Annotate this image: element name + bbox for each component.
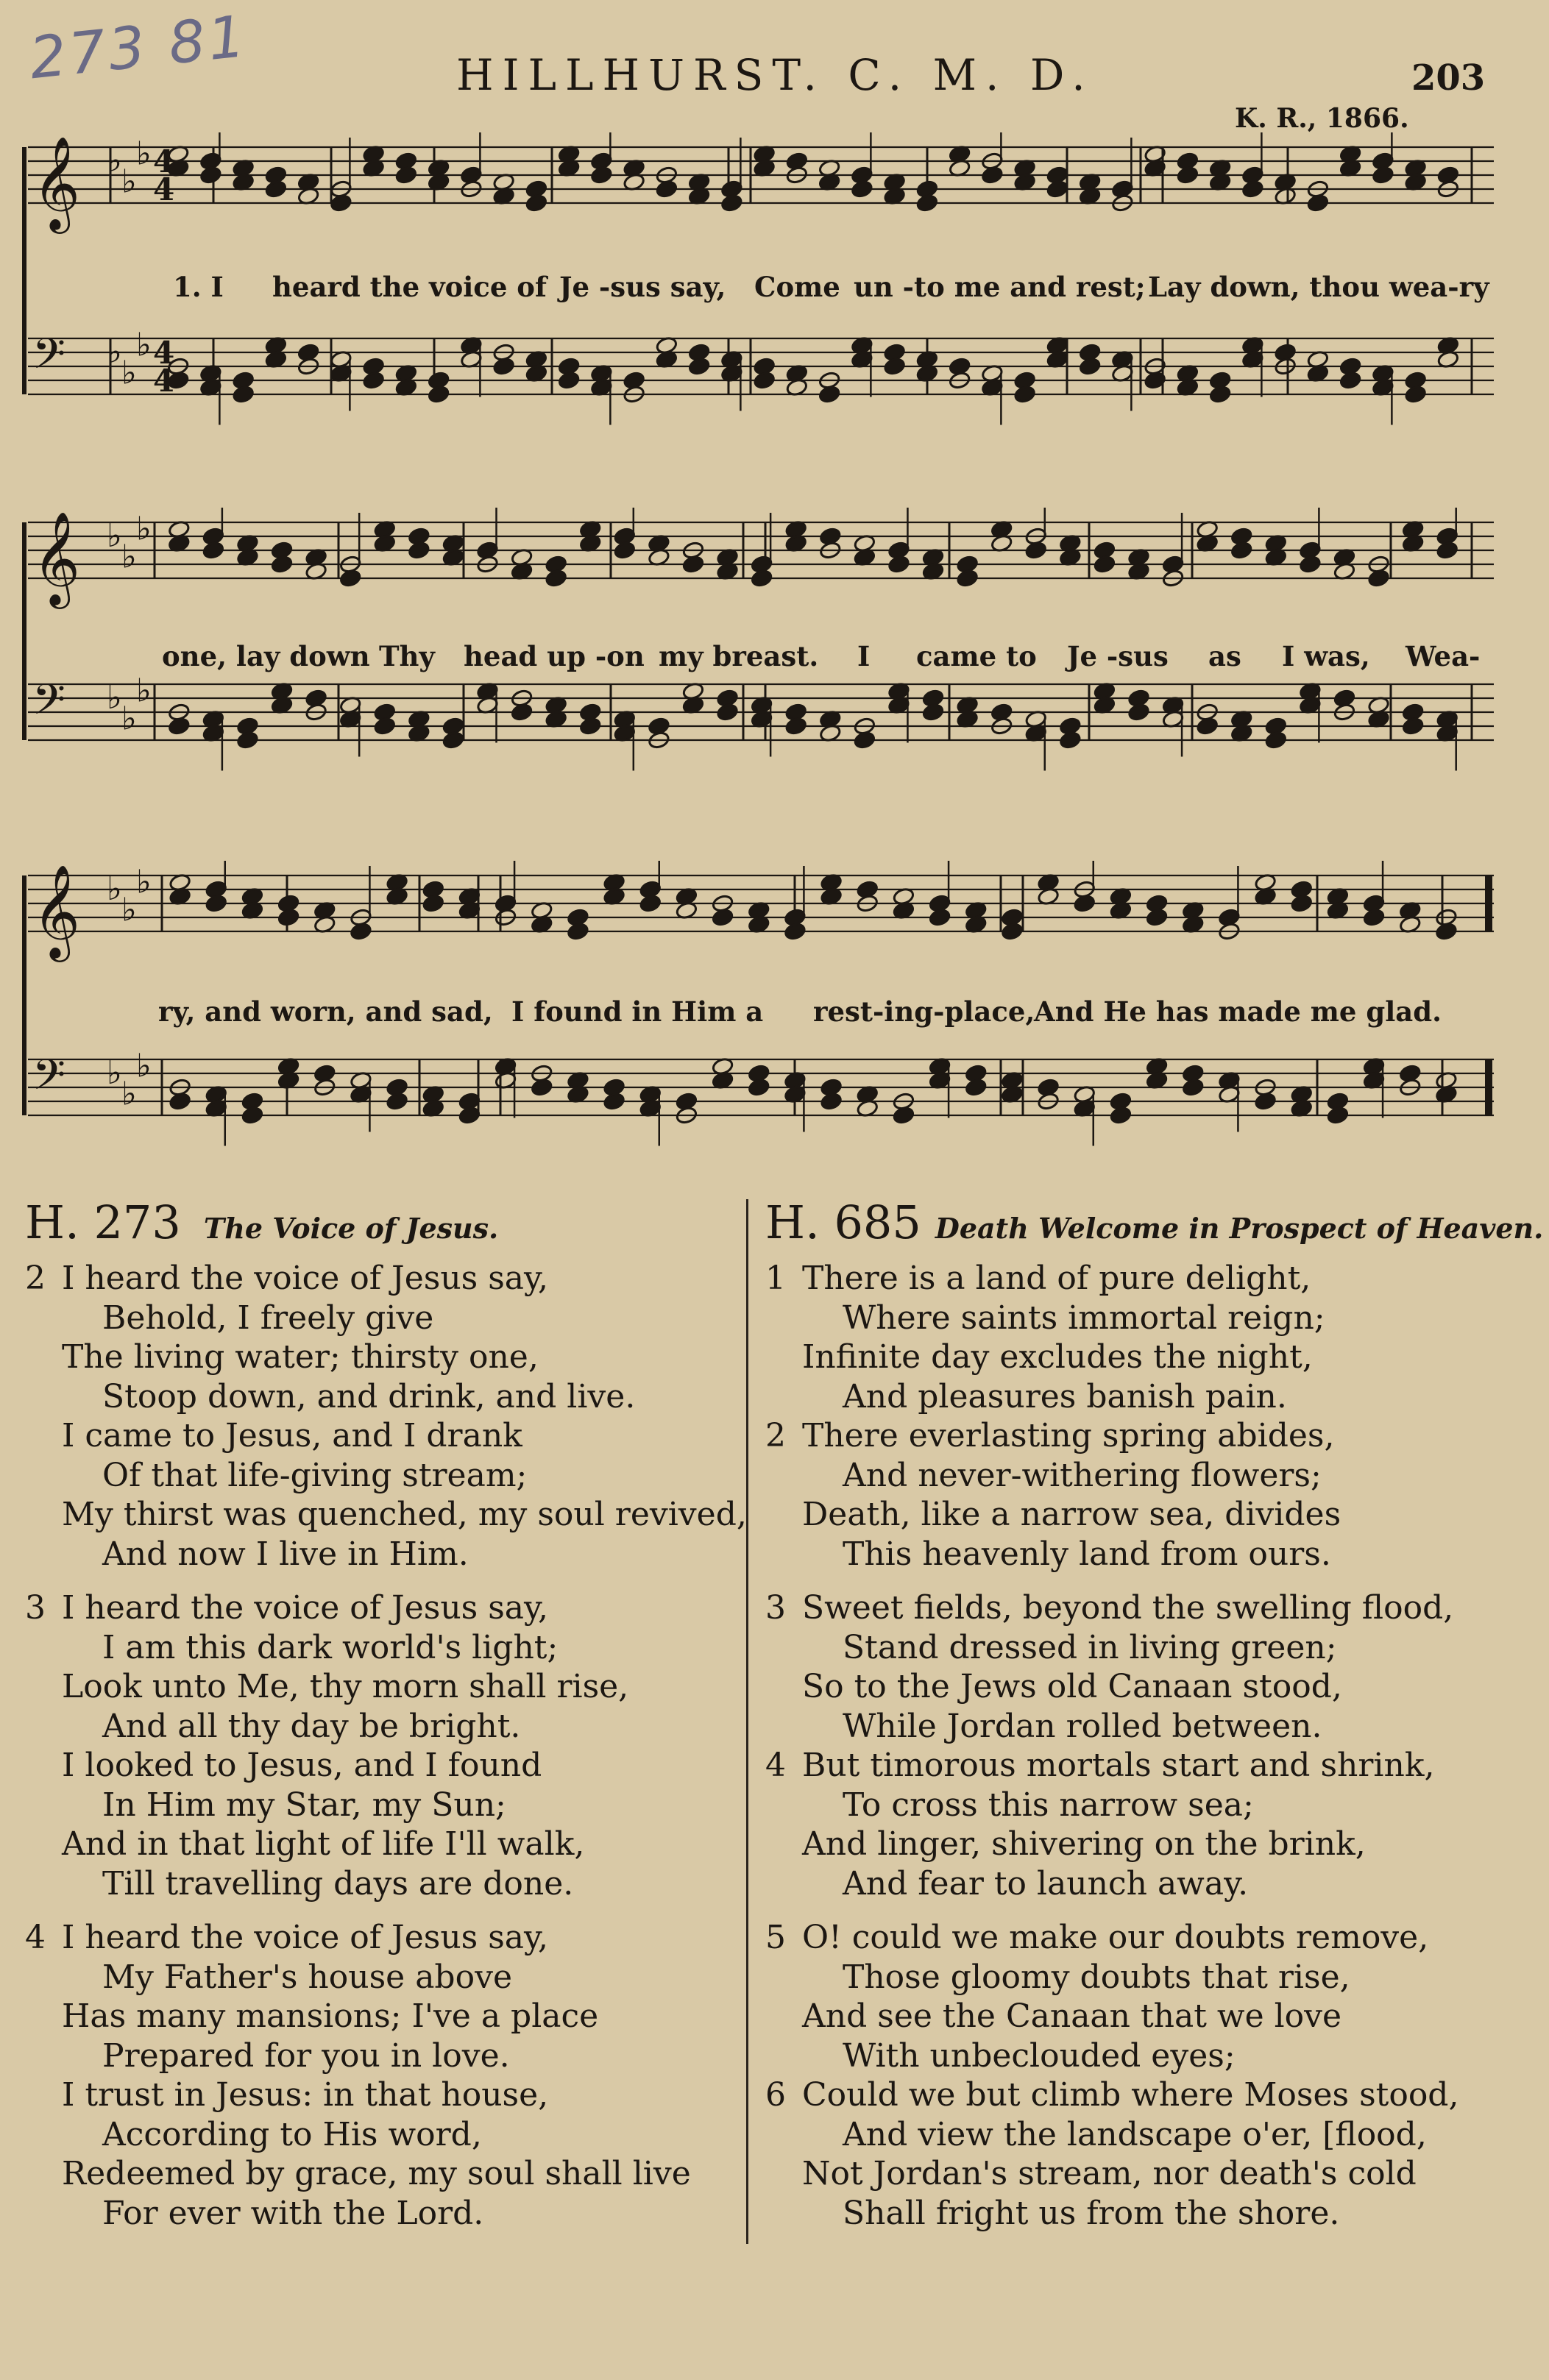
flat-icon: ♭ [107,142,122,180]
notehead [753,371,776,390]
lyric: head up -on [464,640,645,672]
verse-line [25,1667,742,1707]
notehead [199,166,222,185]
flat-icon: ♭ [121,538,137,576]
final-bar-line [1485,1059,1492,1115]
notehead [1196,717,1219,736]
notehead [169,1092,191,1111]
verse-number: 5 [765,1919,786,1956]
verse-line [25,1588,742,1628]
notehead [656,180,678,199]
verse-text: And fear to launch away. [843,1864,1249,1903]
notehead [525,193,548,213]
verse-line [765,2115,1531,2155]
hymn-number: H. 685 [765,1196,921,1249]
notehead [350,922,372,941]
notehead [1402,717,1425,736]
notehead [682,555,705,574]
verse-text: My Father's house above [102,1958,512,1996]
notehead [271,555,294,574]
stanza [765,1588,1531,1746]
lyric: Je -sus [1067,640,1169,672]
verse-text: I came to Jesus, and I drank [62,1417,522,1454]
verse-line [765,2154,1531,2194]
treble-clef-icon: 𝄞 [32,511,81,605]
verse-text: To cross this narrow sea; [843,1786,1254,1824]
treble-clef-icon: 𝄞 [32,864,81,958]
stanza [765,2075,1531,2233]
notehead [1367,569,1390,588]
notehead [1110,1106,1132,1125]
bass-clef-icon: 𝄢 [32,1050,66,1110]
hymn-number: H. 273 [25,1196,181,1249]
notehead [1436,541,1458,560]
notehead [1013,385,1036,404]
verse-text: And see the Canaan that we love [802,1997,1342,2035]
verse-text: Of that life-giving stream; [102,1456,528,1494]
verse-line [765,2194,1531,2234]
notehead [1073,894,1096,913]
notehead [590,166,613,185]
verse-text: Stoop down, and drink, and live. [102,1377,636,1415]
verse-text: Till travelling days are done. [102,1864,574,1903]
verse-text: Not Jordan's stream, nor death's cold [802,2155,1417,2192]
lyric: I was, [1282,640,1370,672]
lyric: Thy [379,640,435,672]
verse-line [765,1667,1531,1707]
notehead [720,193,743,213]
notehead [1435,922,1458,941]
verse-line [25,1456,742,1496]
notehead [639,894,662,913]
flat-icon: ♭ [121,163,137,201]
notehead [1307,193,1330,213]
verse-number: 4 [765,1747,786,1784]
notehead [784,922,807,941]
notehead [1209,385,1232,404]
stanza [25,1259,747,1574]
verse-text: And linger, shivering on the brink, [802,1825,1366,1863]
verse-number: 3 [765,1589,786,1627]
verse-text: In Him my Star, my Sun; [102,1786,506,1824]
verse-text: Redeemed by grace, my soul shall live [62,2155,691,2192]
verse-text: Shall fright us from the shore. [843,2194,1340,2232]
verse-line [765,1918,1531,1958]
notehead [1265,731,1288,750]
flat-icon: ♭ [136,510,152,548]
verse-text: Death, like a narrow sea, divides [802,1496,1341,1533]
system-bracket [22,147,26,394]
verse-text: And in that light of life I'll walk, [62,1825,585,1863]
notehead [883,357,906,376]
flat-icon: ♭ [136,672,152,710]
stanza [765,1259,1531,1416]
notehead [688,357,711,376]
notehead [386,1092,408,1111]
verse-line [25,2194,742,2234]
verse-text: I heard the voice of Jesus say, [62,1919,549,1956]
notehead [1024,541,1047,560]
verse-line [25,1259,742,1299]
verse-line [25,1377,742,1417]
verse-line [25,1416,742,1456]
verse-line [765,1707,1531,1747]
flat-icon: ♭ [136,863,152,901]
verse-text: This heavenly land from ours. [843,1535,1331,1573]
verse-line [25,1786,742,1825]
notehead [422,894,444,913]
time-signature: 4 [153,171,175,207]
verse-text: Look unto Me, thy morn shall rise, [62,1668,629,1705]
verse-text: There is a land of pure delight, [802,1260,1311,1297]
verse-number: 3 [25,1589,46,1627]
bass-clef-icon: 𝄢 [32,329,66,389]
system-bracket [22,875,26,1115]
verse-line [25,2115,742,2155]
flat-icon: ♭ [107,517,122,555]
lyric: as [1208,640,1241,672]
lyric: And He has made me glad. [1034,995,1442,1028]
verse-number: 2 [765,1417,786,1454]
hymn-title: The Voice of Jesus. [203,1212,499,1245]
notehead [1146,908,1169,927]
verse-line [765,1588,1531,1628]
verse-text: And now I live in Him. [102,1535,469,1573]
verse-text: So to the Jews old Canaan stood, [802,1668,1342,1705]
verse-line [765,1535,1531,1574]
notehead [373,717,396,736]
verse-text: The living water; thirsty one, [62,1338,539,1376]
notehead [1339,371,1362,390]
notehead [1177,166,1199,185]
notehead [1254,1092,1277,1111]
notehead [965,1078,988,1097]
verse-number: 1 [765,1260,786,1297]
stanza [25,1918,742,2233]
notehead [545,569,567,588]
notehead [531,1078,553,1097]
system-bracket [22,522,26,740]
verse-line [765,2036,1531,2076]
verse-text: Prepared for you in love. [102,2036,510,2075]
notehead [887,555,910,574]
verse-line [25,1918,742,1958]
flat-icon: ♭ [136,326,152,364]
notehead [1290,894,1313,913]
flat-icon: ♭ [107,679,122,717]
verse-text: My thirst was quenched, my soul revived, [62,1496,747,1533]
verse-text: According to His word, [102,2115,482,2153]
notehead [1327,1106,1350,1125]
verse-text: I am this dark world's light; [102,1628,559,1666]
notehead [1299,555,1322,574]
lyric: Lay down, thou wea-ry [1148,271,1489,303]
verse-text: I heard the voice of Jesus say, [62,1260,549,1297]
verse-line [25,1535,742,1574]
verse-text: I looked to Jesus, and I found [62,1747,542,1784]
notehead [558,371,581,390]
verse-text: Sweet fields, beyond the swelling flood, [802,1589,1454,1627]
flat-icon: ♭ [121,354,137,392]
notehead [818,385,841,404]
notehead [751,569,773,588]
flat-icon: ♭ [136,1047,152,1085]
notehead [236,731,259,750]
verse-line [765,1456,1531,1496]
verse-number: 6 [765,2076,786,2114]
stanza [765,1918,1531,2075]
bass-clef-icon: 𝄢 [32,675,66,735]
verse-text: Those gloomy doubts that rise, [843,1958,1350,1996]
handwritten-annotation: 273 81 [26,3,251,93]
verse-text: With unbeclouded eyes; [843,2036,1236,2075]
notehead [1404,385,1427,404]
stanza [25,1588,742,1903]
notehead [1001,922,1024,941]
music-system-1 [22,132,1494,463]
verse-number: 2 [25,1260,46,1297]
lyric: I [857,640,871,672]
notehead [929,908,951,927]
notehead [1046,180,1069,199]
verse-line [765,1299,1531,1338]
music-system-2 [22,508,1494,831]
flat-icon: ♭ [107,333,122,371]
lyric: I found in Him a [511,995,764,1028]
notehead [1230,541,1253,560]
notehead [1079,357,1102,376]
verse-text: There everlasting spring abides, [802,1417,1335,1454]
flat-icon: ♭ [136,135,152,173]
notehead [339,569,362,588]
hymn-685 [765,1196,1544,2233]
notation [22,508,1494,771]
lyric: my breast. [659,640,819,672]
notehead [1182,1078,1205,1097]
notehead [408,541,430,560]
flat-icon: ♭ [121,700,137,738]
lyric: rest-ing-place, [813,995,1035,1028]
stanza [765,1416,1531,1574]
verse-text: Stand dressed in living green; [843,1628,1337,1666]
time-signature: 4 [153,363,175,399]
notehead [567,922,589,941]
verse-line [765,1825,1531,1864]
stanza-list [25,1259,747,2233]
verse-line [765,1746,1531,1786]
notehead [784,717,807,736]
verse-line [765,1997,1531,2036]
notehead [956,569,979,588]
verse-line [25,1825,742,1864]
notehead [854,731,876,750]
notehead [330,193,352,213]
hymn-header [25,1196,742,1259]
verse-text: Behold, I freely give [102,1299,434,1337]
music-system-3 [22,861,1494,1170]
notehead [511,703,534,722]
notehead [265,180,288,199]
verse-text: And pleasures banish pain. [843,1377,1287,1415]
composer-credit: K. R., 1866. [1235,103,1409,134]
verse-line [25,1958,742,1997]
notehead [1127,703,1150,722]
notehead [922,703,945,722]
verse-line [765,1377,1531,1417]
verse-line [25,1746,742,1786]
lyric: 1. I [173,271,224,303]
notehead [579,717,602,736]
notehead [820,1092,843,1111]
stanza-list [765,1259,1531,2233]
notehead [362,371,385,390]
verse-line [25,2036,742,2076]
notehead [712,908,734,927]
lyric: heard the voice of [272,271,547,303]
notehead [202,541,225,560]
verse-line [765,1864,1531,1904]
verse-text: Could we but climb where Moses stood, [802,2076,1459,2114]
time-signature: 4 [153,143,175,180]
stanza [765,1746,1531,1903]
notehead [1093,555,1116,574]
verse-line [25,1338,742,1377]
notehead [492,357,515,376]
verse-line [25,2075,742,2115]
lyric: Wea- [1406,640,1481,672]
flat-icon: ♭ [107,1054,122,1092]
notehead [748,1078,770,1097]
flat-icon: ♭ [107,870,122,908]
notehead [395,166,418,185]
hymn-273 [25,1196,747,2233]
notehead [205,894,227,913]
flat-icon: ♭ [121,1075,137,1113]
verse-text: I heard the voice of Jesus say, [62,1589,549,1627]
lyric: one, lay down [162,640,370,672]
verse-text: O! could we make our doubts remove, [802,1919,1429,1956]
verse-line [765,1495,1531,1535]
verse-line [25,1495,747,1535]
verse-line [765,2075,1531,2115]
verse-text: Has many mansions; I've a place [62,1997,599,2035]
verse-line [765,1338,1531,1377]
notehead [428,385,450,404]
verse-text: I trust in Jesus: in that house, [62,2076,549,2114]
lyric: Je -sus say, [559,271,726,303]
verse-line [25,1299,742,1338]
verse-line [25,1864,742,1904]
verse-line [765,1628,1531,1668]
notehead [603,1092,625,1111]
notehead [981,166,1004,185]
page-number: 203 [1411,57,1486,99]
verse-text: Where saints immortal reign; [843,1299,1325,1337]
notehead [716,703,739,722]
verse-text: Infinite day excludes the night, [802,1338,1313,1376]
notehead [168,717,191,736]
notehead [916,193,939,213]
lyric: Come [754,271,840,303]
verse-line [25,2154,742,2194]
verse-line [25,1707,742,1747]
verse-number: 4 [25,1919,46,1956]
notehead [1363,908,1386,927]
notehead [241,1106,264,1125]
lyric: came to [916,640,1037,672]
verse-text: And view the landscape o'er, [flood, [843,2115,1427,2153]
hymn-header [765,1196,1544,1259]
column-divider [746,1199,748,2244]
verse-line [765,1259,1531,1299]
verse-text: And never-withering flowers; [843,1456,1322,1494]
notehead [442,731,465,750]
lyric: ry, and worn, and sad, [158,995,493,1028]
flat-icon: ♭ [121,891,137,929]
verse-text: For ever with the Lord. [102,2194,484,2232]
notehead [851,180,873,199]
notehead [1241,180,1264,199]
verse-text: But timorous mortals start and shrink, [802,1747,1435,1784]
verse-text: And all thy day be bright. [102,1707,521,1745]
notehead [893,1106,915,1125]
verse-line [765,1958,1531,1997]
verse-line [765,1416,1531,1456]
time-signature: 4 [153,335,175,371]
verse-line [765,1786,1531,1825]
tune-title: HILLHURST. C. M. D. [456,50,1094,100]
treble-clef-icon: 𝄞 [32,135,81,230]
final-bar-line [1485,875,1492,931]
verse-text: While Jordan rolled between. [843,1707,1322,1745]
notehead [277,908,300,927]
notehead [1059,731,1082,750]
hymn-title: Death Welcome in Prospect of Heaven. [935,1212,1544,1245]
notehead [1372,166,1394,185]
lyric: un -to me and rest; [854,271,1146,303]
notehead [232,385,255,404]
verse-line [25,1997,742,2036]
notehead [614,541,637,560]
verse-line [25,1628,742,1668]
